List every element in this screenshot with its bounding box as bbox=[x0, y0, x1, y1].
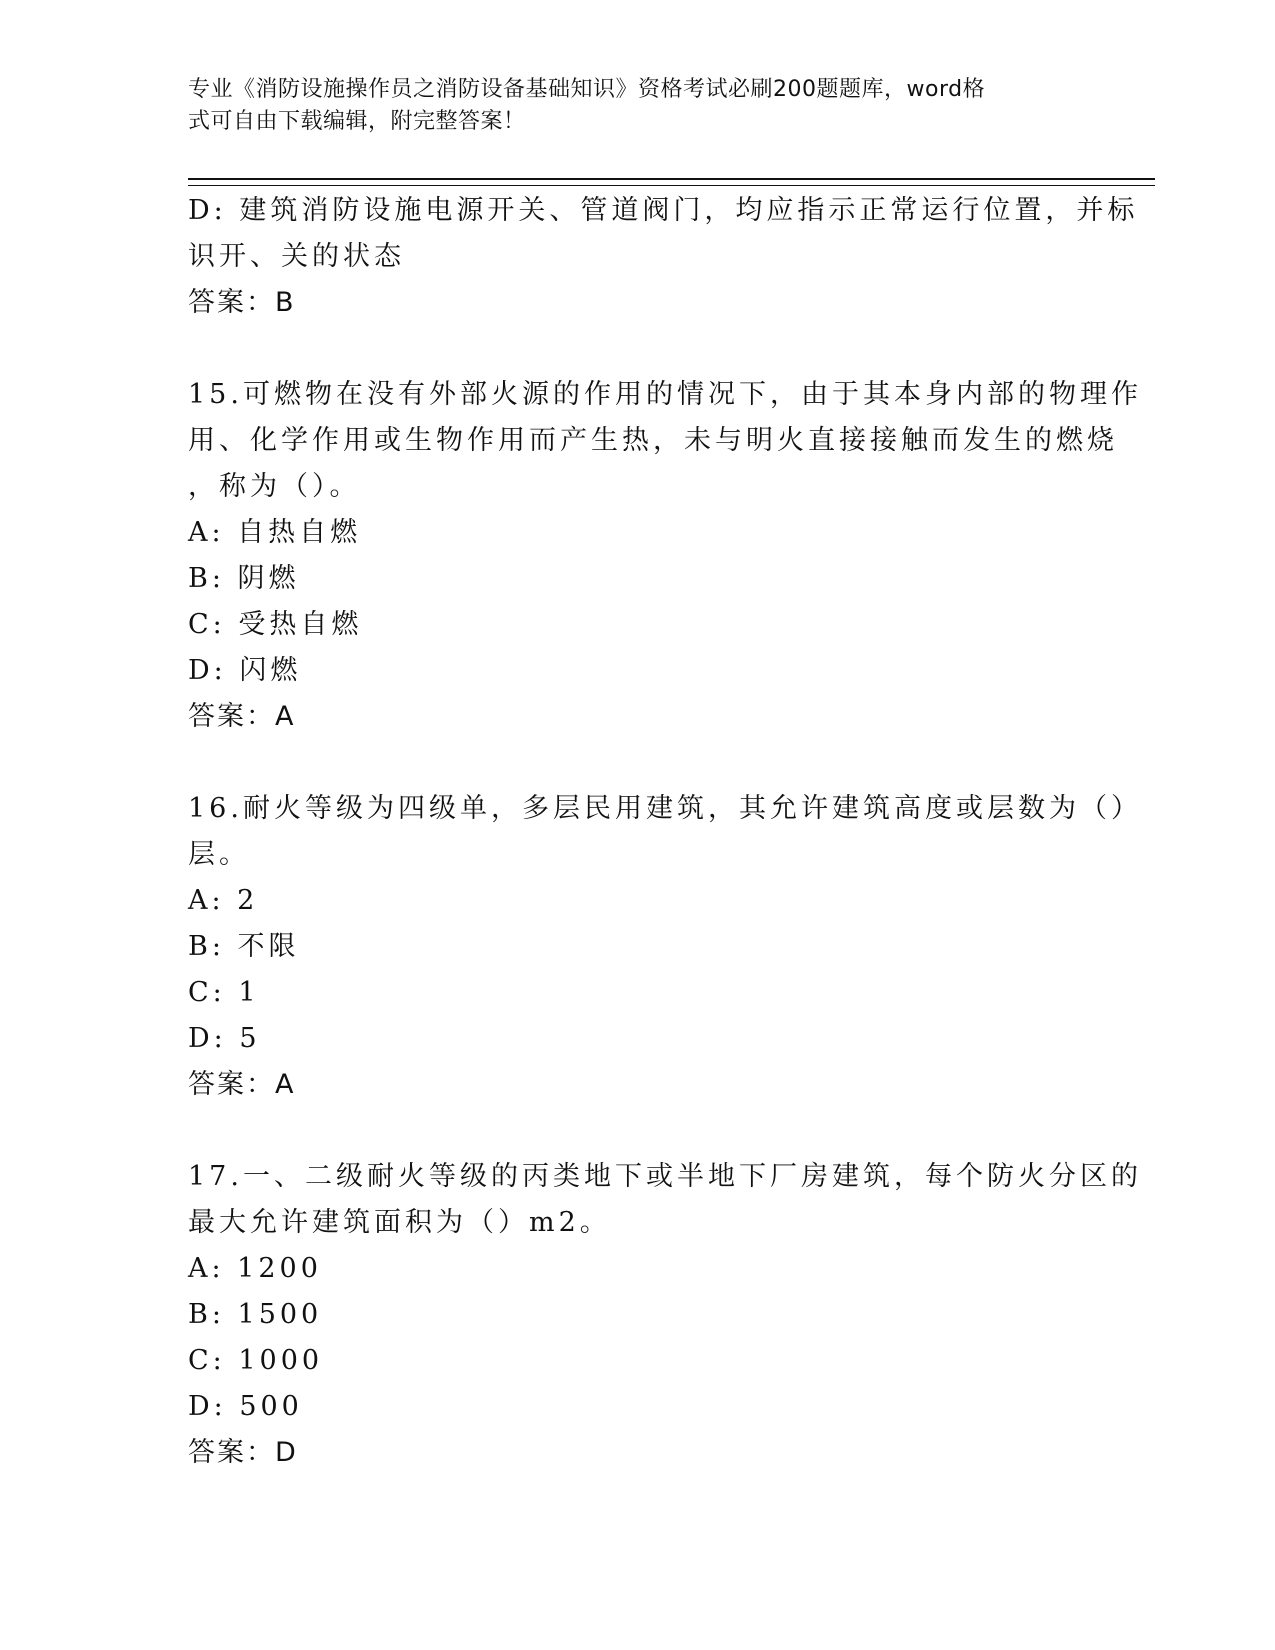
question-17 bbox=[188, 1154, 1142, 1476]
question-15 bbox=[188, 372, 1142, 740]
answer-line: 答案：B bbox=[188, 287, 296, 318]
option-c: C: 受热自燃 bbox=[188, 609, 363, 640]
option-b: B: 阴燃 bbox=[188, 563, 300, 594]
question-stem-line: ，称为（）。 bbox=[188, 471, 361, 502]
option-a: A: 2 bbox=[188, 885, 259, 916]
question-stem-line: 用、化学作用或生物作用而产生热，未与明火直接接触而发生的燃烧 bbox=[188, 425, 1118, 456]
document-header bbox=[188, 74, 1088, 138]
option-b: B: 1500 bbox=[188, 1299, 323, 1330]
question-stem-line: 15.可燃物在没有外部火源的作用的情况下，由于其本身内部的物理作 bbox=[188, 379, 1142, 410]
previous-question-tail bbox=[188, 188, 1139, 326]
question-stem-line: 16.耐火等级为四级单，多层民用建筑，其允许建筑高度或层数为（） bbox=[188, 793, 1142, 824]
option-a: A: 自热自燃 bbox=[188, 517, 362, 548]
question-list bbox=[188, 188, 1142, 1476]
header-title-line-2: 式可自由下载编辑，附完整答案！ bbox=[188, 109, 526, 134]
answer-line: 答案：D bbox=[188, 1437, 298, 1468]
header-divider-thin bbox=[188, 185, 1155, 186]
option-d: D: 闪燃 bbox=[188, 655, 302, 686]
question-16 bbox=[188, 786, 1142, 1108]
question-stem-line: 层。 bbox=[188, 839, 250, 870]
option-d: D: 500 bbox=[188, 1391, 303, 1422]
option-d-line-2: 识开、关的状态 bbox=[188, 241, 405, 272]
header-title-line-1: 专业《消防设施操作员之消防设备基础知识》资格考试必刷200题题库，word格 bbox=[188, 77, 986, 102]
header-divider-thick bbox=[188, 178, 1155, 180]
option-a: A: 1200 bbox=[188, 1253, 322, 1284]
option-c: C: 1 bbox=[188, 977, 260, 1008]
answer-line: 答案：A bbox=[188, 701, 296, 732]
option-d: D: 5 bbox=[188, 1023, 261, 1054]
answer-line: 答案：A bbox=[188, 1069, 296, 1100]
option-b: B: 不限 bbox=[188, 931, 300, 962]
option-c: C: 1000 bbox=[188, 1345, 324, 1376]
question-stem-line: 17.一、二级耐火等级的丙类地下或半地下厂房建筑，每个防火分区的 bbox=[188, 1161, 1142, 1192]
option-d-line-1: D: 建筑消防设施电源开关、管道阀门，均应指示正常运行位置，并标 bbox=[188, 195, 1139, 226]
question-stem-line: 最大允许建筑面积为（）m2。 bbox=[188, 1207, 611, 1238]
